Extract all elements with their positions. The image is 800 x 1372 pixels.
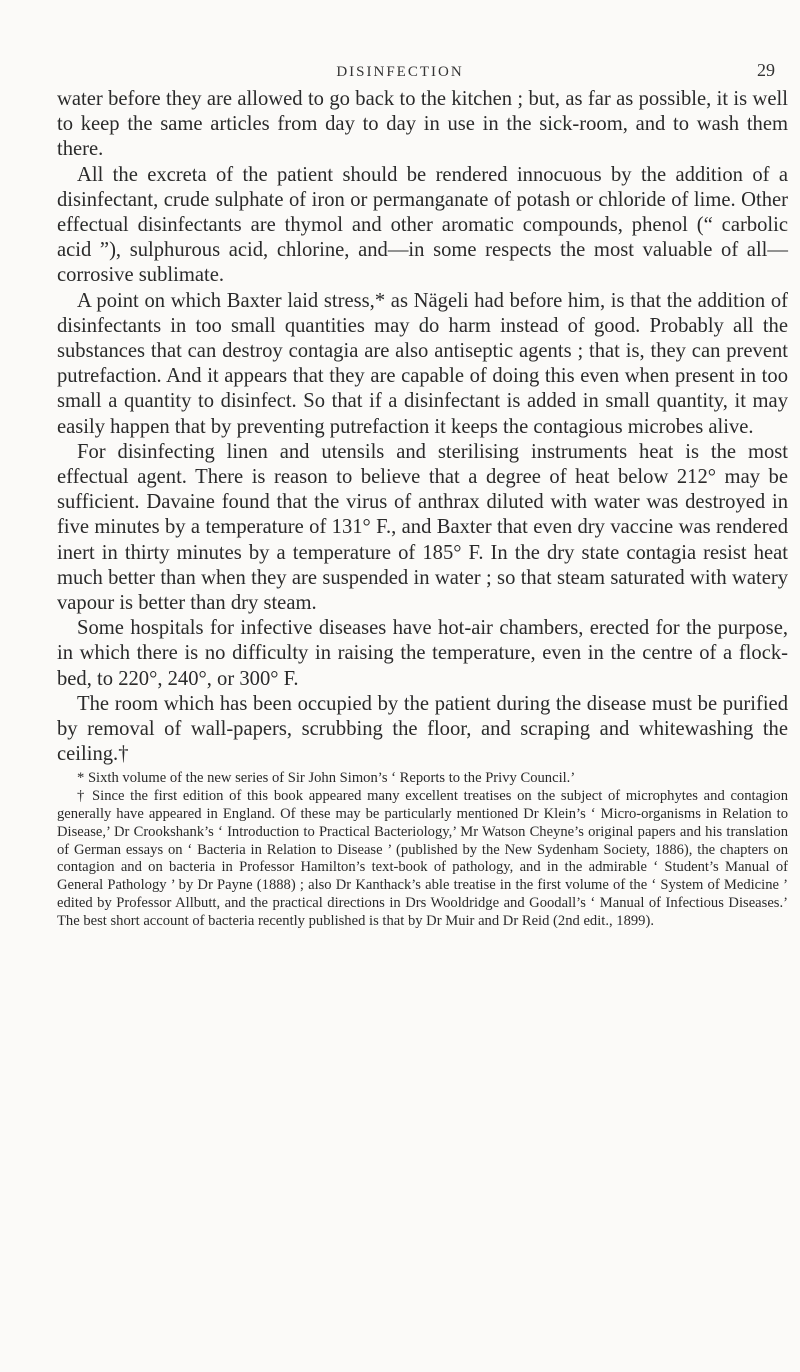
paragraph: For disinfecting linen and utensils and sterilising instruments heat is the most effectual agent. There is reason to believe that a degree of heat below 212° may be sufficient. Davaine found that the virus of anthrax diluted with water was destroyed in five minutes by a temperature of 131° F., and Baxter that even dry vaccine was rendered inert in thirty minutes by a temperature of 185° F. In the dry state contagia resist heat much better than when they are suspended in water ; so that steam saturated with watery vapour is better than dry steam.	[57, 440, 788, 615]
paragraph: Some hospitals for infective diseases have hot-air chambers, erected for the purpose, in which there is no difficulty in raising the temperature, even in the centre of a flock-bed, to 220°, 240°, or 300° F.	[57, 617, 788, 690]
footnotes	[57, 770, 788, 930]
footnote: * Sixth volume of the new series of Sir John Simon’s ‘ Reports to the Privy Council.’	[77, 770, 576, 787]
footnote: † Since the first edition of this book appeared many excellent treatises on the subject of microphytes and contagion generally have appeared in England. Of these may be particularly mentioned Dr Klein’s ‘ Micro-organisms in Relation to Disease,’ Dr Crookshank’s ‘ Introduction to Practical Bacteriology,’ Mr Watson Cheyne’s original papers and his translation of German essays on ‘ Bacteria in Relation to Disease ’ (published by the New Sydenham Society, 1886), the chapters on contagion and on bacteria in Professor Hamilton’s text-book of pathology, and in the admirable ‘ Student’s Manual of General Pathology ’ by Dr Payne (1888) ; also Dr Kanthack’s able treatise in the first volume of the ‘ System of Medicine ’ edited by Professor Allbutt, and the practical directions in Drs Wooldridge and Goodall’s ‘ Manual of Infectious Diseases.’ The best short account of bacteria recently published is that by Dr Muir and Dr Reid (2nd edit., 1899).	[57, 788, 788, 929]
paragraph: All the excreta of the patient should be rendered innocuous by the addition of a disinfectant, crude sulphate of iron or permanganate of potash or chloride of lime. Other effectual disinfectants are thymol and other aromatic compounds, phenol (“ carbolic acid ”), sulphurous acid, chlorine, and—in some respects the most valuable of all—corrosive sublimate.	[57, 163, 788, 287]
paragraph: The room which has been occupied by the patient during the disease must be purified by removal of wall-papers, scrubbing the floor, and scraping and whitewashing the ceiling.†	[57, 692, 788, 766]
body-text	[57, 87, 788, 931]
paragraph: water before they are allowed to go back to the kitchen ; but, as far as possible, it is well to keep the same articles from day to day in use in the sick-room, and to wash them there.	[57, 88, 788, 161]
running-head: DISINFECTION	[336, 64, 464, 80]
page-number: 29	[757, 60, 775, 80]
paragraph: A point on which Baxter laid stress,* as Nägeli had before him, is that the addition of disinfectants in too small quantities may do harm instead of good. Probably all the substances that can destroy contagia are also antiseptic agents ; that is, they can prevent putrefaction. And it appears that they are capable of doing this even when present in too small a quantity to disinfect. So that if a disinfectant is added in small quantity, it may easily happen that by preventing putrefaction it keeps the contagious microbes alive.	[57, 289, 788, 438]
